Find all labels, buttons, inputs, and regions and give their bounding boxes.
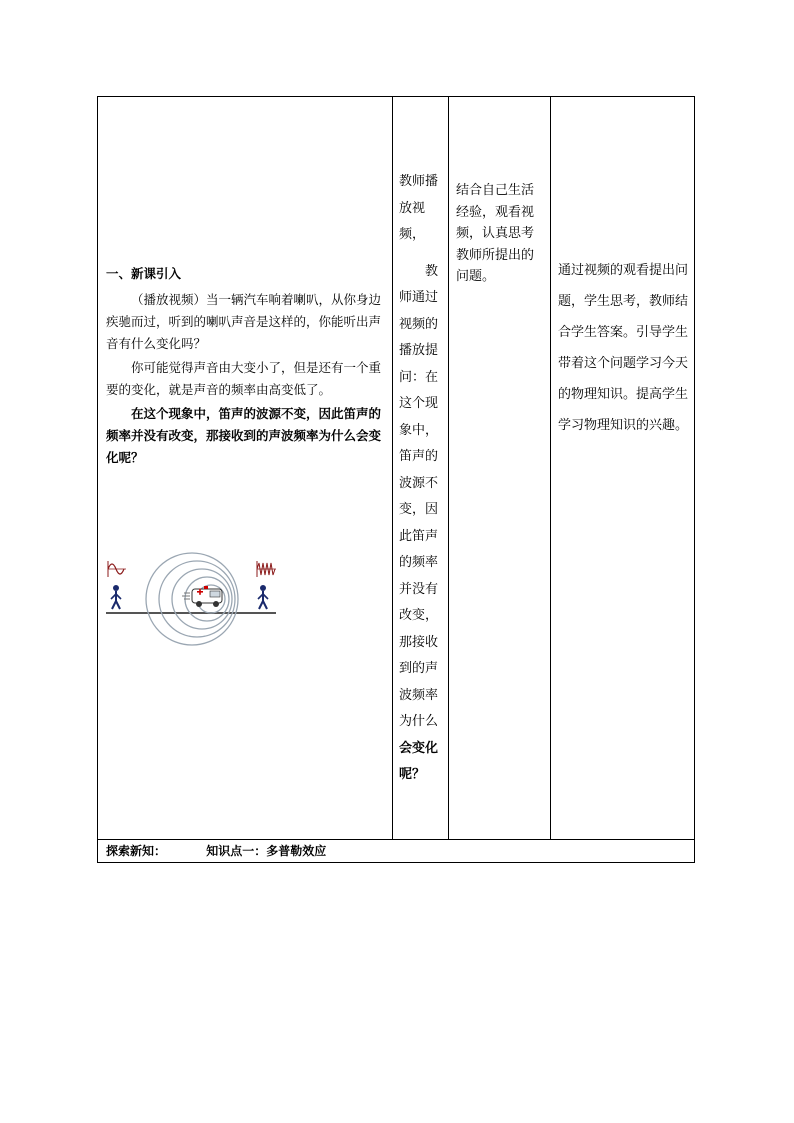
teacher-activity-line-1: 教师播放视频， <box>399 174 439 242</box>
paragraph-2: 你可能觉得声音由大变小了，但是还有一个重要的变化，就是声音的频率由高变低了。 <box>106 360 382 397</box>
doppler-figure <box>106 525 282 647</box>
design-intent-text: 通过视频的观看提出问题，学生思考，教师结合学生答案。引导学生带着这个问题学习今天的物理知识。提高学生学习物理知识的兴趣。 <box>558 263 689 433</box>
footer-topic: 知识点一：多普勒效应 <box>206 844 327 858</box>
low-frequency-wave-icon <box>108 561 126 577</box>
teacher-activity-cell <box>393 97 449 839</box>
lesson-table <box>97 96 695 863</box>
right-listener-icon <box>258 585 268 609</box>
section-footer-row <box>98 840 694 862</box>
lesson-row <box>98 97 694 840</box>
section-heading: 一、新课引入 <box>106 266 182 281</box>
design-intent-cell <box>551 97 695 839</box>
content-text <box>106 263 385 471</box>
student-activity-cell <box>449 97 551 839</box>
teacher-activity-text <box>399 169 443 789</box>
teacher-activity-line-2: 教师通过视频的播放提问：在这个现象中，笛声的波源不变，因此笛声的频率并没有改变，那接收到的声波频率为什么 <box>399 263 439 729</box>
left-listener-icon <box>111 585 121 609</box>
teacher-activity-line-3: 会变化呢？ <box>399 740 439 782</box>
paragraph-3: 在这个现象中，笛声的波源不变，因此笛声的频率并没有改变，那接收到的声波频率为什么会变化呢？ <box>106 406 382 465</box>
student-activity-text: 结合自己生活经验，观看视频，认真思考教师所提出的问题。 <box>456 183 535 284</box>
content-cell <box>98 97 393 839</box>
footer-label: 探索新知： <box>106 844 167 858</box>
high-frequency-wave-icon <box>257 561 276 577</box>
paragraph-1: （播放视频）当一辆汽车响着喇叭，从你身边疾驰而过，听到的喇叭声音是这样的，你能听出声音有什么变化吗？ <box>106 292 382 351</box>
